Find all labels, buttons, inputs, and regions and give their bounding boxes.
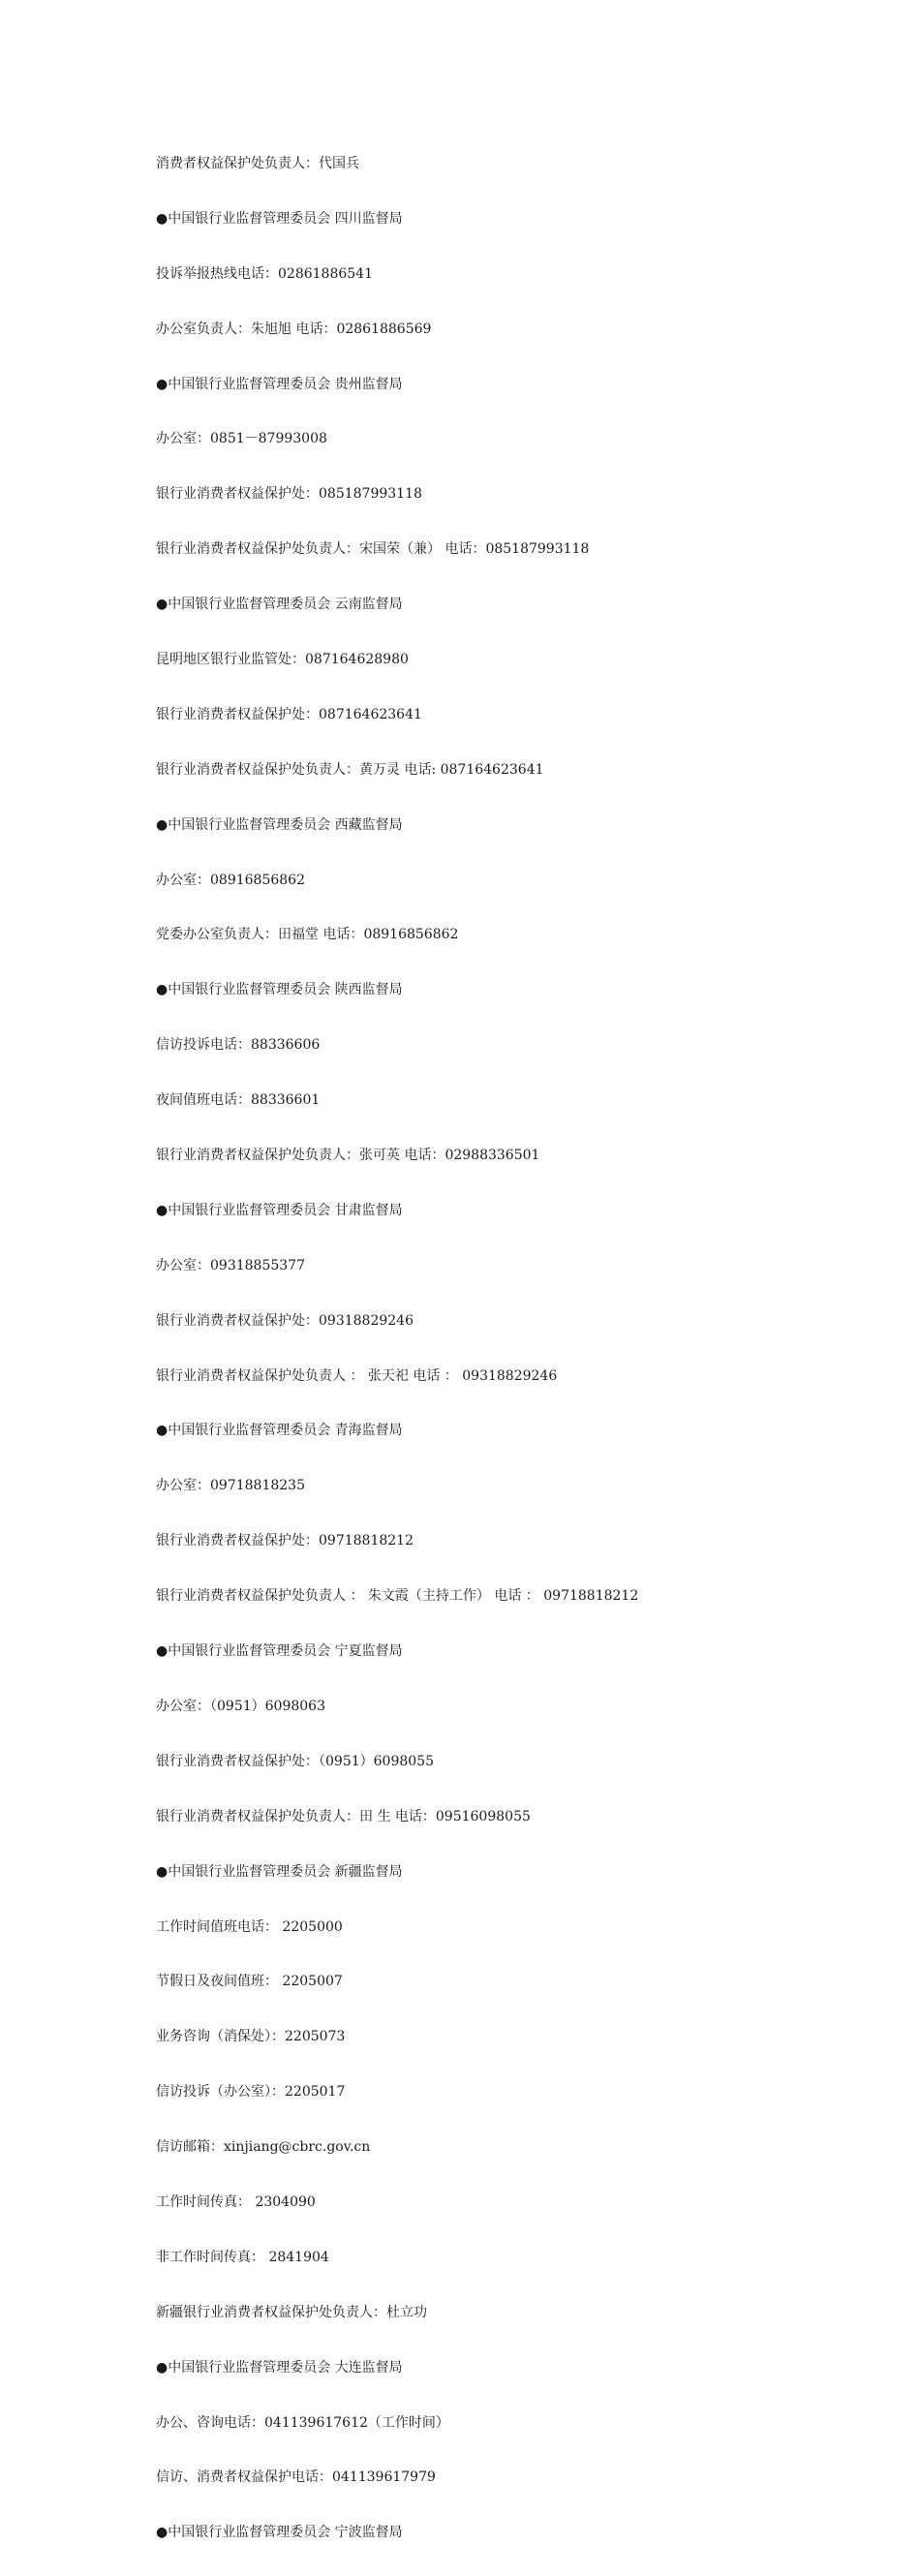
text-line: 办公室：0851－87993008 [156,431,327,447]
text-line: 信访投诉（办公室）：2205017 [156,2084,346,2101]
bureau-heading: ●中国银行业监督管理委员会 甘肃监督局 [156,1202,403,1218]
text-line: 办公室：09718818235 [156,1478,305,1494]
text-line: 银行业消费者权益保护处负责人：张可英 电话：02988336501 [156,1148,540,1164]
bureau-heading: ●中国银行业监督管理委员会 新疆监督局 [156,1863,403,1880]
text-line: 投诉举报热线电话：02861886541 [156,265,373,282]
text-line: 业务咨询（消保处）：2205073 [156,2029,346,2045]
text-line: 银行业消费者权益保护处负责人 ： 张天祀 电话 ： 09318829246 [156,1367,558,1384]
text-line: 昆明地区银行业监管处：087164628980 [156,652,409,668]
text-line: 银行业消费者权益保护处负责人：田 生 电话：09516098055 [156,1808,531,1825]
text-line: 办公、咨询电话：041139617612（工作时间） [156,2414,449,2431]
text-line: 银行业消费者权益保护处：087164623641 [156,706,422,722]
text-line: 党委办公室负责人：田福堂 电话：08916856862 [156,927,459,943]
text-line: 银行业消费者权益保护处：09318829246 [156,1312,414,1329]
text-line: 消费者权益保护处负责人：代国兵 [156,156,359,171]
bureau-heading: ●中国银行业监督管理委员会 青海监督局 [156,1423,403,1439]
text-line: 工作时间值班电话： 2205000 [156,1918,343,1935]
text-line: 银行业消费者权益保护处：09718818212 [156,1533,414,1549]
bureau-heading: ●中国银行业监督管理委员会 陕西监督局 [156,982,403,998]
contact-list [156,121,873,2576]
bureau-heading: ●中国银行业监督管理委员会 宁波监督局 [156,2525,403,2541]
text-line: 银行业消费者权益保护处：（0951）6098055 [156,1753,434,1769]
text-line: 信访、消费者权益保护电话：041139617979 [156,2469,436,2486]
text-line: 银行业消费者权益保护处：085187993118 [156,486,422,503]
text-line: 节假日及夜间值班： 2205007 [156,1974,343,1990]
bureau-heading: ●中国银行业监督管理委员会 大连监督局 [156,2359,403,2376]
text-line: 办公室：（0951）6098063 [156,1698,325,1714]
text-line: 夜间值班电话：88336601 [156,1092,321,1109]
bureau-heading: ●中国银行业监督管理委员会 宁夏监督局 [156,1643,403,1660]
text-line: 银行业消费者权益保护处负责人：黄万灵 电话: 087164623641 [156,761,544,778]
text-line: 非工作时间传真： 2841904 [156,2249,329,2265]
bureau-heading: ●中国银行业监督管理委员会 四川监督局 [156,210,403,227]
text-line: 银行业消费者权益保护处负责人 ： 朱文霞（主持工作） 电话 ： 09718818212 [156,1588,639,1605]
text-line: 办公室：08916856862 [156,872,305,888]
bureau-heading: ●中国银行业监督管理委员会 西藏监督局 [156,816,403,833]
text-line: 办公室：09318855377 [156,1257,305,1273]
text-line: 新疆银行业消费者权益保护处负责人：杜立功 [156,2304,427,2320]
bureau-heading: ●中国银行业监督管理委员会 贵州监督局 [156,376,403,392]
text-line: 工作时间传真： 2304090 [156,2193,316,2210]
bureau-heading: ●中国银行业监督管理委员会 云南监督局 [156,597,403,613]
text-line: 银行业消费者权益保护处负责人：宋国荣（兼） 电话：085187993118 [156,541,590,558]
text-line: 办公室负责人：朱旭旭 电话：02861886569 [156,321,432,337]
text-line: 信访投诉电话：88336606 [156,1037,321,1054]
email-line: 信访邮箱：xinjiang@cbrc.gov.cn [156,2139,371,2156]
